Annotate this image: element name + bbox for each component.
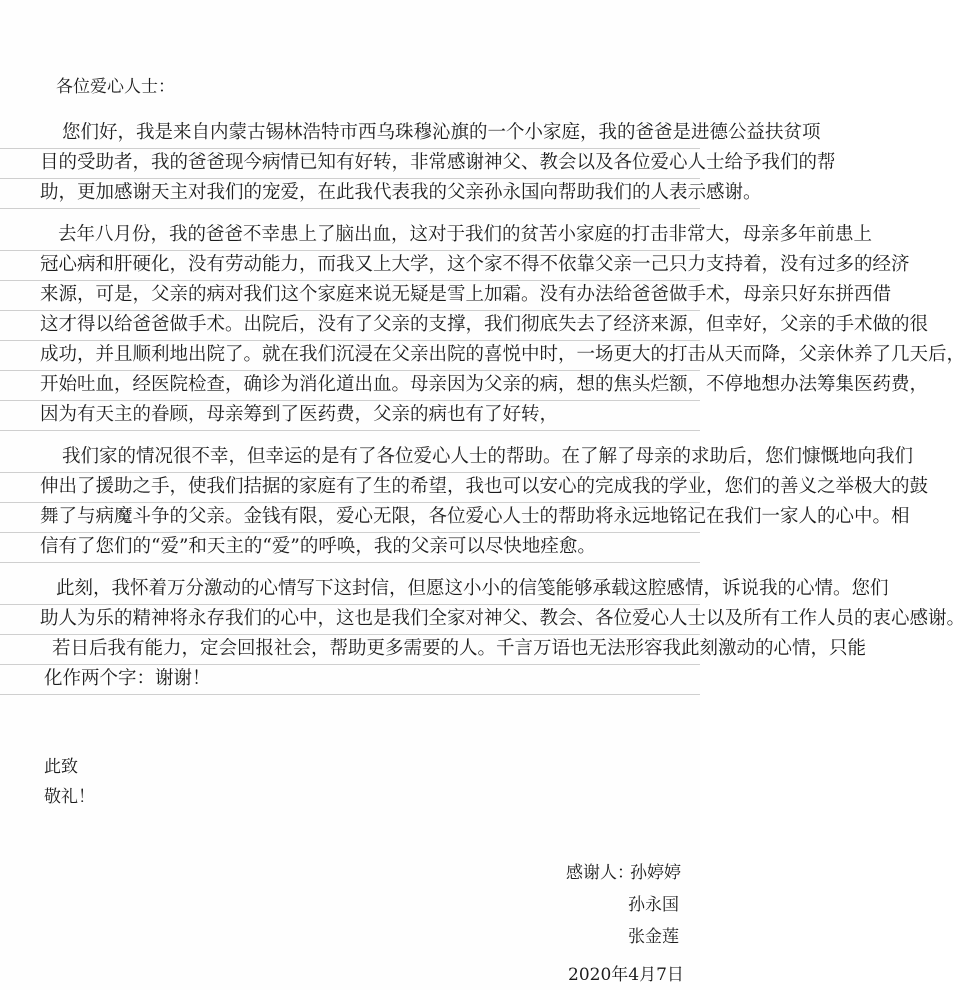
closing-regards: 此致 [44, 757, 78, 777]
paragraph-2-line-3: 来源，可是，父亲的病对我们这个家庭来说无疑是雪上加霜。没有办法给爸爸做手术，母亲只好东拼西借 [40, 284, 892, 305]
paragraph-2-line-1: 去年八月份，我的爸爸不幸患上了脑出血，这对于我们的贫苦小家庭的打击非常大，母亲多年前患上 [58, 224, 873, 245]
paragraph-1-line-3: 助，更加感谢天主对我们的宠爱，在此我代表我的父亲孙永国向帮助我们的人表示感谢。 [40, 182, 762, 203]
closing-salute: 敬礼！ [44, 787, 95, 807]
ruled-line [0, 430, 700, 431]
signature-label: 感谢人： [566, 863, 634, 883]
paragraph-3-line-4: 信有了您们的“爱”和天主的“爱”的呼唤，我的父亲可以尽快地痊愈。 [40, 536, 596, 557]
signature-date: 2020年4月7日 [568, 965, 684, 985]
paragraph-4-line-4: 化作两个字：谢谢！ [44, 668, 211, 689]
paragraph-2-line-2: 冠心病和肝硬化，没有劳动能力，而我又上大学，这个家不得不依靠父亲一己只力支持着，没有过多的经济 [40, 254, 910, 275]
paragraph-4-line-3: 若日后我有能力，定会回报社会，帮助更多需要的人。千言万语也无法形容我此刻激动的心情，只能 [52, 638, 867, 659]
salutation: 各位爱心人士： [56, 77, 175, 97]
signature-name-3: 张金莲 [628, 927, 679, 947]
ruled-line [0, 694, 700, 695]
paragraph-4-line-2: 助人为乐的精神将永存我们的心中，这也是我们全家对神父、教会、各位爱心人士以及所有工作人员的衷心感谢。 [40, 608, 965, 629]
signature-name-1: 孙婷婷 [630, 863, 681, 883]
paragraph-2-line-4: 这才得以给爸爸做手术。出院后，没有了父亲的支撑，我们彻底失去了经济来源，但幸好，父亲的手术做的很 [40, 314, 929, 335]
paragraph-3-line-2: 伸出了援助之手，使我们拮据的家庭有了生的希望，我也可以安心的完成我的学业，您们的善义之举极大的鼓 [40, 476, 929, 497]
signature-name-2: 孙永国 [628, 895, 679, 915]
paragraph-3-line-1: 我们家的情况很不幸，但幸运的是有了各位爱心人士的帮助。在了解了母亲的求助后，您们慷慨地向我们 [62, 446, 914, 467]
paragraph-2-line-5: 成功，并且顺利地出院了。就在我们沉浸在父亲出院的喜悦中时，一场更大的打击从天而降，父亲休养了几天后， [40, 344, 965, 365]
paragraph-4-line-1: 此刻，我怀着万分激动的心情写下这封信，但愿这小小的信笺能够承载这腔感情，诉说我的心情。您们 [56, 578, 889, 599]
paragraph-2-line-7: 因为有天主的眷顾，母亲筹到了医药费，父亲的病也有了好转， [40, 404, 559, 425]
ruled-line [0, 208, 700, 209]
ruled-line [0, 562, 700, 563]
paragraph-3-line-3: 舞了与病魔斗争的父亲。金钱有限，爱心无限，各位爱心人士的帮助将永远地铭记在我们一家人的心中。相 [40, 506, 910, 527]
paragraph-1-line-1: 您们好，我是来自内蒙古锡林浩特市西乌珠穆沁旗的一个小家庭，我的爸爸是进德公益扶贫项 [62, 122, 821, 143]
paragraph-2-line-6: 开始吐血，经医院检查，确诊为消化道出血。母亲因为父亲的病，想的焦头烂额，不停地想办法筹集医药费， [40, 374, 929, 395]
paragraph-1-line-2: 目的受助者，我的爸爸现今病情已知有好转，非常感谢神父、教会以及各位爱心人士给予我们的帮 [40, 152, 836, 173]
